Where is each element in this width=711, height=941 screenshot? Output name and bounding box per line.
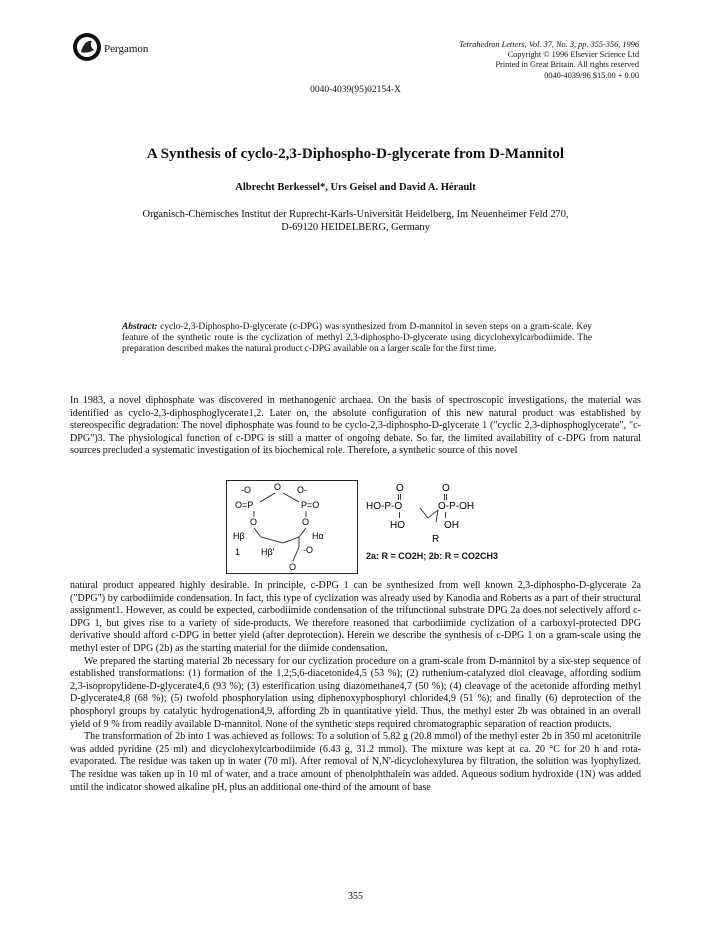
compound-1-structure [226,480,358,574]
affiliation-line-1: Organisch-Chemisches Institut der Ruprecht-Karls-Universität Heidelberg, Im Neuenheimer Feld 270, [142,209,569,220]
compound-2-caption: 2a: R = CO2H; 2b: R = CO2CH3 [366,551,499,561]
atom-label: Hα [312,531,324,541]
author-list: Albrecht Berkessel*, Urs Geisel and David A. Hérault [235,182,476,193]
atom-label: P=O [301,500,320,510]
atom-label: O [289,562,297,572]
atom-label: -O [241,485,251,495]
printed-line: Printed in Great Britain. All rights reserved [495,60,639,70]
atom-label: O [442,483,450,494]
atom-label: O=P [235,500,254,510]
publisher-logo-icon [72,32,102,62]
paragraph-text: We prepared the starting material 2b necessary for our cyclization procedure on a gram-scale from D-mannitol by a six-step sequence of established transformations: (1) formation of the 1,2;5,6-diacetonide4,5 (53 %); (2) ruthenium-catalyzed diol cleavage, affording sodium 2,3-isopropylidene-D-glycerate4,6 (93 %); (3) esterification using diazomethane4,7 (50 %); (4) cleavage of the acetonide affording methyl D-glycerate4,8 (68 %); (5) twofold phosphorylation using diphenoxyphosphoryl chloride4,9 (51 %); and finally (6) deprotection of the phosphoryl groups by catalytic hydrogenation4,9, affording 2b in quantitative yield. Thus, the methyl ester 2b was obtained in an overall yield of 9 % from readily available D-mannitol. None of the synthetic steps required chromatographic separation of reaction products. [70,655,641,730]
atom-label: HO [390,520,405,531]
paragraph-text: In 1983, a novel diphosphate was discovered in methanogenic archaea. On the basis of spectroscopic investigations, the material was identified as cyclo-2,3-diphosphoglycerate1,2. Later on, the absolute configuration of this new natural product was established by stereospecific degradation: The novel diphosphate was found to be cyclo-2,3-diphospho-D-glycerate 1 ("cyclic 2,3-diphosphoglycerate", "c-DPG")3. The physiological function of c-DPG is still a matter of ongoing debate. So far, the limited availability of c-DPG from natural sources precluded a systematic investigation of its biochemical role. Therefore, a synthetic source of this novel [70,395,641,457]
abstract-text: cyclo-2,3-Diphospho-D-glycerate (c-DPG) was synthesized from D-mannitol in seven steps on a gram-scale. Key feature of the synthetic route is the cyclization of methyl 2,3-diphospho-D-glycerate using dicyclohexylcarbodiimide. The preparation described makes the natural product c-DPG available on a larger scale for the first time. [122,322,592,355]
abstract-label: Abstract: [122,322,158,332]
atom-label: Hβ [233,531,245,541]
body-paragraphs-2-4 [70,580,641,794]
atom-label: HO-P-O [366,501,403,512]
copyright-line: Copyright © 1996 Elsevier Science Ltd [507,50,639,60]
issn-line: 0040-4039/96 $15.00 + 0.00 [544,70,639,80]
body-paragraph-1 [70,395,641,458]
affiliation [90,208,621,234]
atom-label: R [432,534,440,545]
atom-label: O [250,517,258,527]
atom-label: O [302,517,310,527]
page-number: 355 [348,891,363,902]
affiliation-line-2: D-69120 HEIDELBERG, Germany [281,222,430,233]
atom-label: -O [303,545,313,555]
atom-label: O [274,482,282,492]
journal-citation-block [379,40,639,81]
abstract [122,322,592,356]
article-title: A Synthesis of cyclo-2,3-Diphospho-D-glycerate from D-Mannitol [146,146,565,162]
atom-label: O [396,483,404,494]
atom-label: Hβ' [261,547,275,557]
atom-label: O- [297,485,307,495]
publisher-name: Pergamon [104,43,149,55]
atom-label: O-P-OH [438,501,475,512]
paragraph-text: The transformation of 2b into 1 was achieved as follows: To a solution of 5.82 g (20.8 mmol) of the methyl ester 2b in 350 ml acetonitrile was added pyridine (25 ml) and dicyclohexylcarbodiimide (6.43 g, 31.2 mmol). The mixture was kept at ca. 20 °C for 20 h and rota-evaporated. The residue was taken up in water (70 ml). After removal of N,N'-dicyclohexylurea by filtration, the solution was lyophylized. The residue was taken up in 10 ml of water, and a trace amount of phenolphthalein was added. Aqueous sodium hydroxide (1N) was added until the indicator showed alkaline pH, plus an additional one-third of the amount of base [70,731,641,793]
atom-label: OH [444,520,459,531]
paragraph-text: natural product appeared highly desirable. In principle, c-DPG 1 can be synthesized from well known 2,3-diphospho-D-glycerate 2a ("DPG") by carbodiimide condensation. In fact, this type of cyclization was already used by Kanodia and Roberts as a part of their structural assignment1. However, as could be expected, carbodiimide condensation of the trifunctional substrate DPG 2a does not selectively afford c-DPG 1, but gives rise to a variety of side-products. We therefore reasoned that carbodiimide cyclization of a carboxyl-protected DPG derivative should afford c-DPG in better yield (after deprotection). Herein we describe the synthesis of c-DPG 1 on a gram-scale using the methyl ester of DPG (2b) as the starting material for the diimide condensation. [70,580,641,654]
doi-line: 0040-4039(95)02154-X [310,85,401,95]
compound-number: 1 [235,547,241,557]
journal-line: Tetrahedron Letters, Vol. 37, No. 3, pp. 355-356, 1996 [459,40,639,49]
